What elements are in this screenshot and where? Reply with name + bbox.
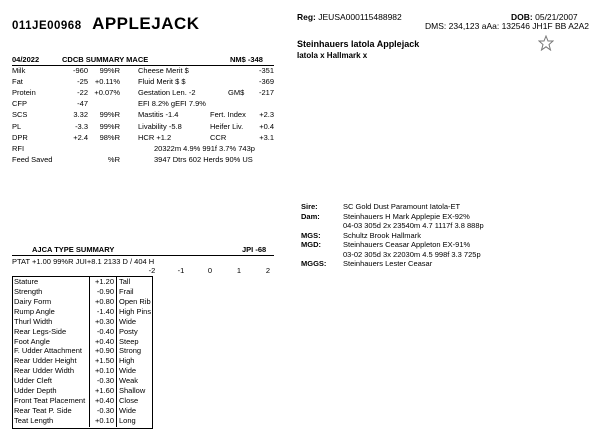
trait-value: -0.30	[96, 376, 114, 386]
cdcb-label-2: Livability -5.8	[138, 121, 182, 131]
pedigree-label: MGD:	[301, 240, 321, 249]
pedigree-value: Schultz Brook Hallmark	[343, 230, 421, 240]
trait-value: +1.20	[95, 277, 114, 286]
ptat-text: PTAT +1.00 99%R JUI+8.1 2133 D / 404 H	[12, 257, 155, 266]
cdcb-reliability: 99%R	[99, 110, 120, 120]
nm-dollar-value: NM$ -348	[230, 55, 263, 64]
pedigree-value: Steinhauers H Mark Applepie EX-92%	[343, 211, 470, 221]
dob-label: DOB:	[511, 12, 533, 22]
trait-descriptor: Steep	[119, 336, 139, 346]
trait-value: -1.40	[96, 306, 114, 316]
cdcb-value: -22	[77, 88, 88, 98]
cdcb-label-2: Cheese Merit $	[138, 66, 189, 75]
cdcb-value-3: +3.1	[259, 132, 274, 142]
cdcb-reliability: 98%R	[99, 132, 120, 142]
cdcb-label-3: GM$	[228, 88, 245, 98]
cdcb-label: PL	[12, 121, 22, 131]
favorite-star-icon[interactable]	[538, 35, 554, 56]
pedigree-label: Dam:	[301, 211, 320, 221]
trait-descriptor: Long	[119, 415, 136, 425]
trait-descriptor: Wide	[119, 405, 137, 415]
naab-code: 011JE00968	[12, 20, 82, 32]
trait-descriptor: Posty	[119, 326, 138, 336]
trait-value: +0.80	[95, 296, 114, 306]
cdcb-label-2: 3947 Dtrs 602 Herds 90% US	[154, 154, 253, 164]
trait-descriptor: Shallow	[119, 386, 146, 396]
cdcb-label-2: HCR +1.2	[138, 132, 172, 142]
trait-descriptor: Open Rib	[119, 296, 151, 306]
trait-descriptor: Weak	[119, 376, 139, 386]
trait-name: Front Teat Placement	[14, 396, 86, 406]
dms-line: DMS: 234,123 aAa: 132546 JH1F BB A2A2	[425, 21, 589, 31]
trait-value: +0.40	[95, 396, 114, 406]
trait-value: -0.40	[96, 326, 114, 336]
pedigree-value: 04-03 305d 2x 23540m 4.7 1117f 3.8 888p	[343, 221, 484, 230]
trait-name: Rear Udder Width	[14, 366, 75, 376]
cdcb-label: Fat	[12, 77, 23, 87]
cdcb-reliability: 99%R	[99, 121, 120, 131]
scale-tick-label: 0	[207, 266, 213, 275]
trait-name: Rear Teat P. Side	[14, 405, 72, 415]
cdcb-value: -3.3	[75, 121, 88, 131]
scale-tick-label: 2	[265, 266, 271, 275]
pedigree-value: Steinhauers Ceasar Appleton EX-91%	[343, 240, 471, 249]
cdcb-value-3: -369	[258, 77, 274, 87]
trait-name: Teat Length	[14, 415, 54, 425]
cdcb-value-3: -217	[258, 88, 274, 98]
cdcb-value: 3.32	[73, 110, 88, 120]
pedigree-short: Iatola x Hallmark x	[297, 51, 368, 60]
trait-name: Dairy Form	[14, 296, 52, 306]
cdcb-label-2: Mastitis -1.4	[138, 110, 179, 120]
trait-descriptor: High	[119, 356, 135, 366]
trait-name: Foot Angle	[14, 336, 50, 346]
cdcb-label: SCS	[12, 110, 28, 120]
trait-descriptor: Tall	[119, 277, 131, 286]
cdcb-label: CFP	[12, 99, 27, 109]
cdcb-value-3: +0.4	[259, 121, 274, 131]
trait-name: Udder Cleft	[14, 376, 52, 386]
cdcb-label-2: Fluid Merit $ $	[138, 77, 186, 87]
type-col-separator	[116, 276, 117, 427]
trait-value: -0.30	[96, 405, 114, 415]
cdcb-label-2: EFI 8.2% gEFI 7.9%	[138, 99, 206, 109]
dob-value: 05/21/2007	[535, 12, 578, 22]
trait-descriptor: Frail	[119, 286, 134, 296]
trait-name: F. Udder Attachment	[14, 346, 82, 356]
pedigree-value: SC Gold Dust Paramount Iatola-ET	[343, 202, 461, 211]
trait-name: Stature	[14, 277, 39, 286]
trait-name: Udder Depth	[14, 386, 57, 396]
cdcb-value: -25	[77, 77, 88, 87]
scale-tick-label: -1	[177, 266, 185, 275]
full-registered-name: Steinhauers Iatola Applejack	[297, 39, 420, 49]
cdcb-title: CDCB SUMMARY MACE	[62, 55, 149, 64]
trait-descriptor: Strong	[119, 346, 142, 356]
cdcb-label: RFI	[12, 143, 25, 153]
trait-descriptor: High Pins	[119, 306, 152, 316]
trait-value: +0.40	[95, 336, 114, 346]
trait-value: +0.10	[95, 415, 114, 425]
cdcb-value: +2.4	[73, 132, 88, 142]
cdcb-reliability: +0.07%	[94, 88, 120, 98]
cdcb-label: Feed Saved	[12, 154, 53, 164]
jpi-value: JPI -68	[242, 245, 267, 254]
trait-name: Rump Angle	[14, 306, 55, 316]
cdcb-label-3: Heifer Liv.	[210, 121, 244, 131]
ajca-divider	[12, 255, 274, 256]
registration-line	[297, 12, 402, 22]
cdcb-label: Protein	[12, 88, 36, 98]
trait-value: +0.10	[95, 366, 114, 376]
trait-name: Rear Udder Height	[14, 356, 77, 366]
cdcb-value: -47	[77, 99, 88, 109]
bull-header	[12, 14, 200, 34]
reg-label: Reg:	[297, 12, 316, 22]
pedigree-label: Sire:	[301, 202, 318, 211]
trait-value: +0.30	[95, 316, 114, 326]
cdcb-reliability: 99%R	[99, 66, 120, 75]
ajca-title: AJCA TYPE SUMMARY	[32, 245, 115, 254]
trait-value: +1.50	[95, 356, 114, 366]
cdcb-value: -960	[72, 66, 88, 75]
cdcb-label-3: CCR	[210, 132, 227, 142]
scale-tick-label: 1	[236, 266, 242, 275]
trait-value: +0.90	[95, 346, 114, 356]
cdcb-reliability: +0.11%	[94, 77, 120, 87]
pedigree-label: MGGS:	[301, 259, 327, 268]
trait-descriptor: Wide	[119, 316, 137, 326]
trait-descriptor: Wide	[119, 366, 137, 376]
cdcb-value-3: +2.3	[259, 110, 274, 120]
bull-short-name: APPLEJACK	[92, 14, 200, 33]
ptat-line	[12, 257, 154, 266]
cdcb-label-2: Gestation Len. -2	[138, 88, 196, 98]
trait-name: Strength	[14, 286, 43, 296]
cdcb-value-3: -351	[258, 66, 274, 75]
cdcb-label: Milk	[12, 66, 26, 75]
pedigree-value: 03-02 305d 3x 22030m 4.5 998f 3.3 725p	[343, 249, 481, 259]
cdcb-reliability: %R	[107, 154, 120, 164]
cdcb-date: 04/2022	[12, 55, 40, 64]
cdcb-label-2: 20322m 4.9% 991f 3.7% 743p	[154, 143, 255, 153]
cdcb-label-3: Fert. Index	[210, 110, 246, 120]
trait-value: +1.60	[95, 386, 114, 396]
trait-name: Thurl Width	[14, 316, 53, 326]
trait-value: -0.90	[96, 286, 114, 296]
reg-value: JEUSA000115488982	[318, 12, 402, 22]
cdcb-label: DPR	[12, 132, 28, 142]
trait-name: Rear Legs-Side	[14, 326, 67, 336]
scale-tick-label: -2	[148, 266, 156, 275]
pedigree-value: Steinhauers Lester Ceasar	[343, 259, 433, 268]
trait-descriptor: Close	[119, 396, 139, 406]
pedigree-label: MGS:	[301, 230, 321, 240]
